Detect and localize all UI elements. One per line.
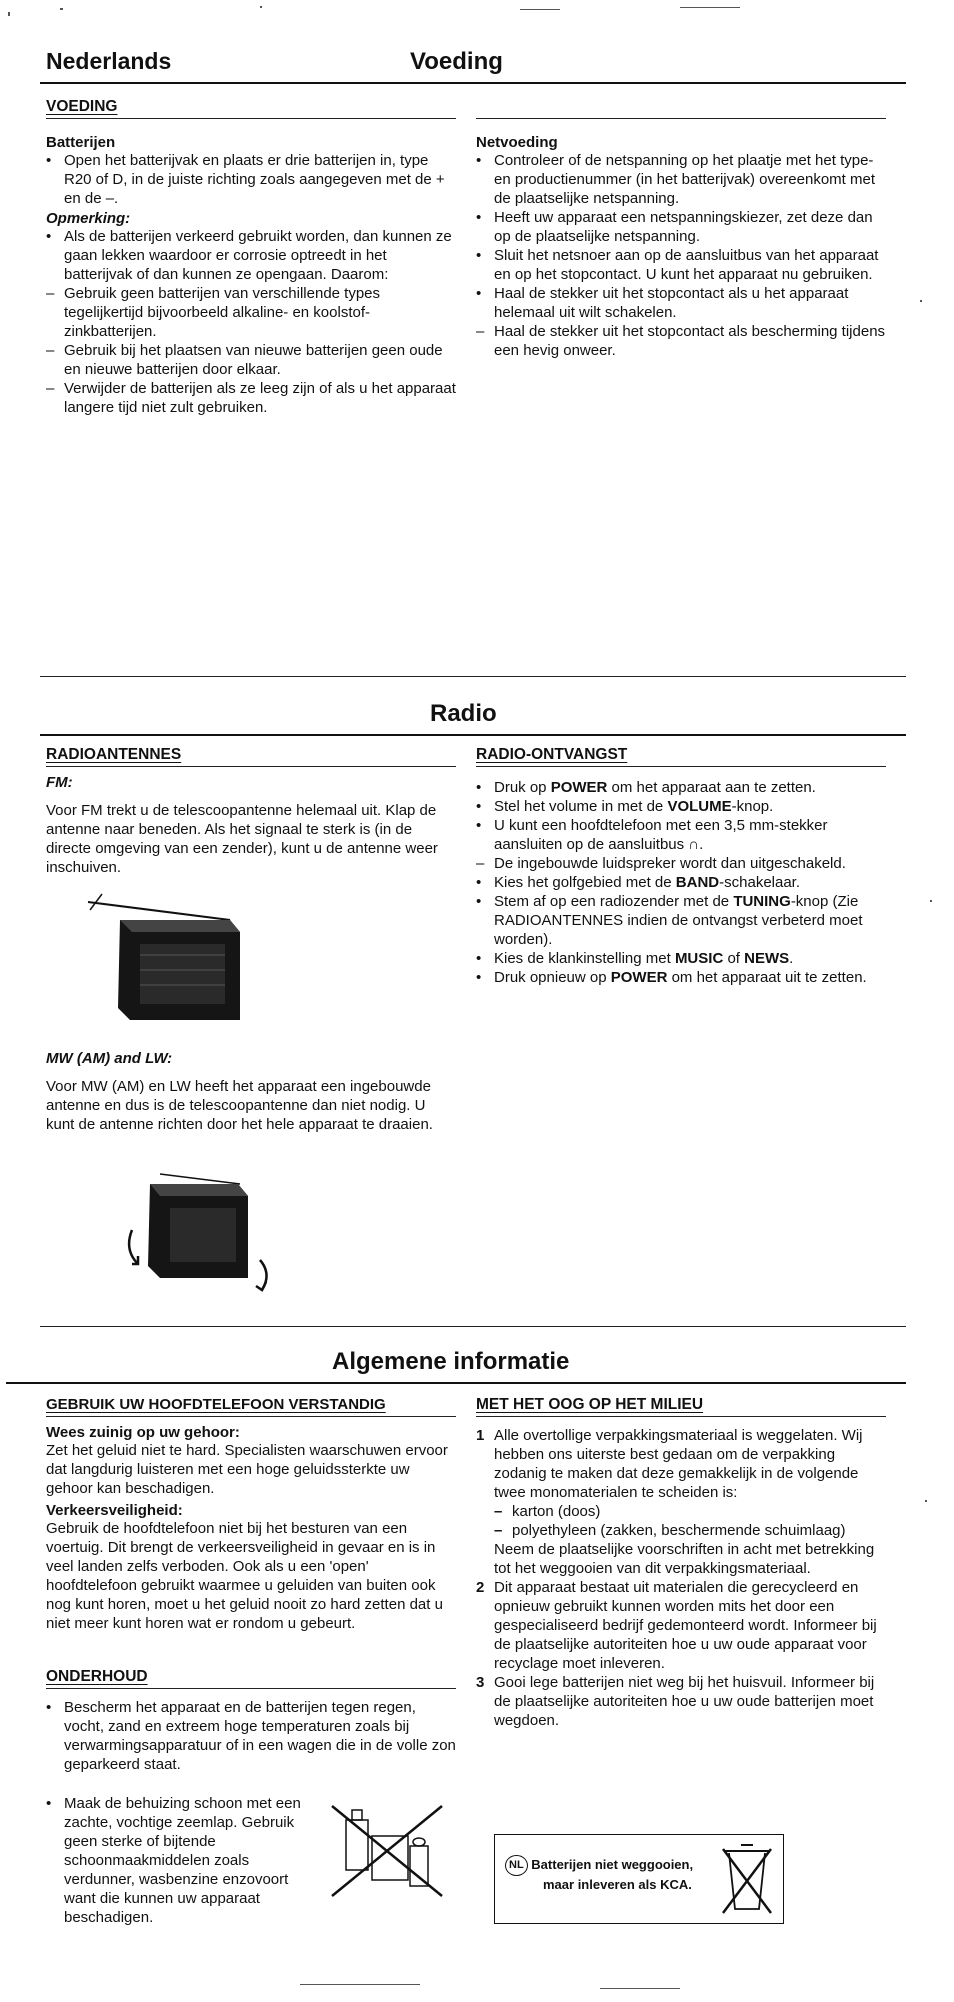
mw-block — [46, 1050, 456, 1134]
no-cleaning-agents-icon — [330, 1796, 448, 1906]
list-item: – karton (doos) — [494, 1503, 601, 1520]
netvoeding-block — [476, 134, 886, 360]
scan-speck — [925, 1500, 927, 1502]
heading-rule — [46, 118, 456, 119]
note-title: Opmerking: — [46, 210, 131, 227]
scan-speck — [300, 1984, 420, 1985]
milieu-after-text: Neem de plaatselijke voorschriften in acht met betrekking tot het weggooien van dit verpakkingsmateriaal. — [494, 1541, 875, 1577]
list-item: • Druk op POWER om het apparaat aan te zetten. — [476, 779, 816, 796]
heading-rule — [476, 1416, 886, 1417]
list-item: • Kies de klankinstelling met MUSIC of NEWS. — [476, 950, 794, 967]
list-item: – Haal de stekker uit het stopcontact als bescherming tijdens een hevig onweer. — [476, 323, 886, 359]
nl-badge: NL — [505, 1855, 528, 1876]
list-item: • Open het batterijvak en plaats er drie batterijen in, type R20 of D, in de juiste richting zoals aangegeven met de + en de –. — [46, 152, 445, 207]
section-rule — [40, 734, 906, 736]
gehoor-title: Wees zuinig op uw gehoor: — [46, 1424, 240, 1441]
kca-line2: maar inleveren als KCA. — [543, 1877, 692, 1892]
section-title-voeding: Voeding — [410, 48, 503, 75]
kca-text — [505, 1855, 693, 1893]
heading-radio-ontvangst: RADIO-ONTVANGST — [476, 746, 628, 763]
scan-speck — [920, 300, 922, 302]
list-item: • Stem af op een radiozender met de TUNING-knop (Zie RADIOANTENNES indien de ontvangst verbeterd moet worden). — [476, 893, 863, 948]
list-item: • Bescherm het apparaat en de batterijen tegen regen, vocht, zand en extreem hoge temperaturen zoals bij verwarmingsapparatuur of in een wagen die in de volle zon geparkeerd staat. — [46, 1699, 456, 1773]
scan-speck — [520, 9, 560, 10]
list-item: – Gebruik geen batterijen van verschillende types tegelijkertijd bijvoorbeeld alkaline- en koolstof-zinkbatterijen. — [46, 285, 381, 340]
list-item: • Als de batterijen verkeerd gebruikt worden, dan kunnen ze gaan lekken waardoor er corrosie optreedt in het batterijvak of dan kunnen ze opengaan. Daarom: — [46, 228, 452, 283]
list-item: 3 Gooi lege batterijen niet weg bij het huisvuil. Informeer bij de plaatselijke autoriteiten hoe u uw oude batterijen moet wegdoen. — [476, 1674, 875, 1729]
list-item: • Kies het golfgebied met de BAND-schakelaar. — [476, 874, 801, 891]
fm-title: FM: — [46, 774, 73, 791]
onderhoud-block — [46, 1698, 456, 1774]
heading-rule — [476, 766, 886, 767]
netvoeding-title: Netvoeding — [476, 134, 558, 151]
heading-onderhoud: ONDERHOUD — [46, 1668, 148, 1685]
list-item: 1 Alle overtollige verpakkingsmateriaal is weggelaten. Wij hebben ons uiterste best gedaan om de verpakking zodanig te maken dat deze gemakkelijk in de volgende twee monomaterialen te scheiden is: – karton (doos) – polyethyleen (zakken, beschermende schuimlaag) Neem de plaatselijke voorschriften in acht met betrekking tot het weggooien van dit verpakkingsmateriaal. — [476, 1426, 888, 1578]
hoofdtelefoon-block — [46, 1424, 458, 1633]
header-rule — [40, 82, 906, 84]
crossed-bin-icon — [717, 1839, 777, 1917]
radio-antenna-extended-illustration — [80, 880, 260, 1030]
list-item: • U kunt een hoofdtelefoon met een 3,5 mm-stekker aansluiten op de aansluitbus ∩. — [476, 817, 828, 853]
verkeer-title: Verkeersveiligheid: — [46, 1502, 183, 1519]
heading-rule — [476, 118, 886, 119]
batterijen-block — [46, 134, 456, 417]
scan-speck — [680, 7, 740, 8]
section-rule — [6, 1382, 906, 1384]
section-title-algemeen: Algemene informatie — [332, 1348, 570, 1375]
list-item: • Druk opnieuw op POWER om het apparaat uit te zetten. — [476, 969, 867, 986]
fm-block — [46, 774, 456, 877]
battery-disposal-box — [494, 1834, 784, 1924]
section-title-radio: Radio — [430, 700, 497, 727]
scan-speck — [930, 900, 932, 902]
radio-rotate-illustration — [120, 1160, 280, 1300]
ontvangst-block — [476, 778, 891, 987]
section-divider — [40, 676, 906, 677]
heading-milieu: MET HET OOG OP HET MILIEU — [476, 1396, 704, 1413]
scan-speck — [600, 1988, 680, 1989]
heading-voeding: VOEDING — [46, 98, 118, 115]
list-item: – Gebruik bij het plaatsen van nieuwe batterijen geen oude en nieuwe batterijen door elkaar. — [46, 342, 443, 378]
verkeer-text: Gebruik de hoofdtelefoon niet bij het besturen van een voertuig. Dit brengt de verkeersveiligheid in gevaar en is in veel landen zelfs verboden. Ook als u een 'open' hoofdtelefoon gebruikt waarmee u geluiden van buiten ook nog kunt horen, moet u het geluid nooit zo hard zetten dat u niet meer kunt horen wat er rondom u gebeurt. — [46, 1520, 443, 1632]
list-item: – De ingebouwde luidspreker wordt dan uitgeschakeld. — [476, 855, 846, 872]
scan-speck — [260, 6, 262, 8]
scan-speck — [60, 8, 63, 10]
onderhoud-block-2 — [46, 1794, 316, 1927]
batterijen-title: Batterijen — [46, 134, 116, 151]
milieu-block — [476, 1426, 888, 1730]
kca-line1: Batterijen niet weggooien, — [531, 1856, 694, 1872]
mw-text: Voor MW (AM) en LW heeft het apparaat een ingebouwde antenne en dus is de telescoopantenne dan niet nodig. U kunt de antenne richten door het hele apparaat te draaien. — [46, 1078, 433, 1133]
scan-speck — [8, 12, 10, 16]
heading-rule — [46, 1688, 456, 1689]
list-item: • Heeft uw apparaat een netspanningskiezer, zet deze dan op de plaatselijke netspanning. — [476, 209, 873, 245]
list-item: • Haal de stekker uit het stopcontact als u het apparaat helemaal uit wilt schakelen. — [476, 285, 849, 321]
heading-radioantennes: RADIOANTENNES — [46, 746, 182, 763]
heading-rule — [46, 766, 456, 767]
heading-rule — [46, 1416, 456, 1417]
list-item: – Verwijder de batterijen als ze leeg zijn of als u het apparaat langere tijd niet zult gebruiken. — [46, 380, 456, 416]
list-item: • Controleer of de netspanning op het plaatje met het type- en productienummer (in het batterijvak) overeenkomt met de plaatselijke netspanning. — [476, 152, 876, 207]
list-item: 2 Dit apparaat bestaat uit materialen die gerecycleerd en opnieuw gebruikt kunnen worden mits het door een gespecialiseerd bedrijf gedemonteerd wordt. Informeer bij de plaatselijke autoriteiten hoe u uw oude apparaat voor recyclage moet inleveren. — [476, 1579, 877, 1672]
list-item: • Maak de behuizing schoon met een zachte, vochtige zeemlap. Gebruik geen sterke of bijtende schoonmaakmiddelen zoals verdunner, wasbenzine enzovoort want die kunnen uw apparaat beschadigen. — [46, 1795, 301, 1926]
language-label: Nederlands — [46, 48, 172, 74]
mw-title: MW (AM) and LW: — [46, 1050, 173, 1067]
gehoor-text: Zet het geluid niet te hard. Specialisten waarschuwen ervoor dat langdurig luisteren met een hoge geluidssterkte uw gehoor kan beschadigen. — [46, 1442, 448, 1497]
heading-hoofdtelefoon: GEBRUIK UW HOOFDTELEFOON VERSTANDIG — [46, 1396, 386, 1413]
list-item: • Sluit het netsnoer aan op de aansluitbus van het apparaat en op het stopcontact. U kunt het apparaat nu gebruiken. — [476, 247, 879, 283]
fm-text: Voor FM trekt u de telescoopantenne helemaal uit. Klap de antenne naar beneden. Als het signaal te sterk is (in de directe omgeving van een zender), kunt u de antenne weer inschuiven. — [46, 802, 438, 876]
list-item: • Stel het volume in met de VOLUME-knop. — [476, 798, 774, 815]
list-item: – polyethyleen (zakken, beschermende schuimlaag) — [494, 1522, 846, 1539]
section-divider — [40, 1326, 906, 1327]
